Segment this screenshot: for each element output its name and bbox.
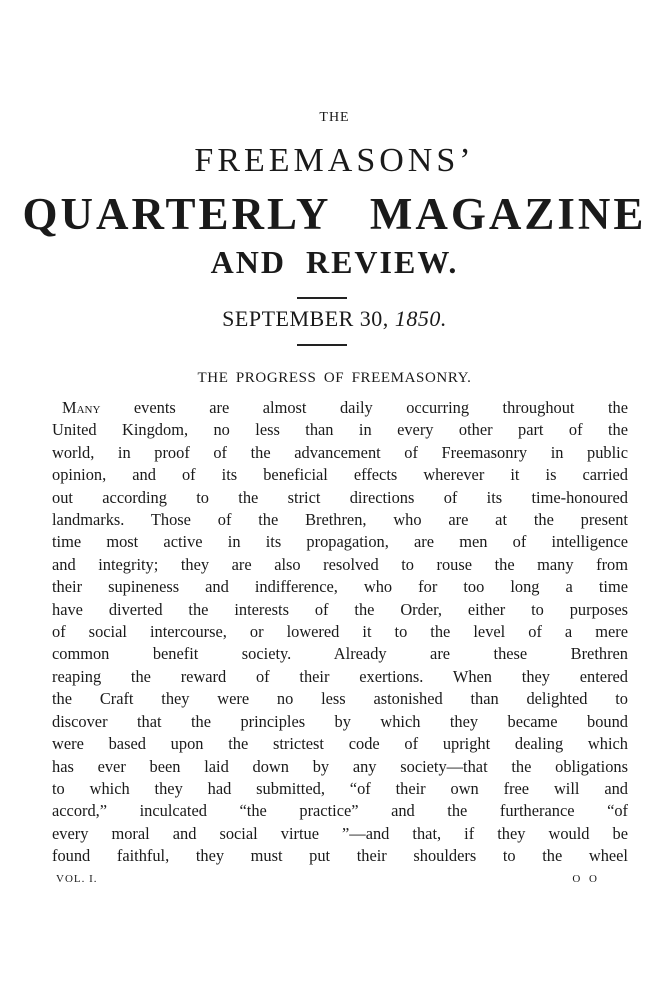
- article-line: accord,” inculcated “the practice” and the furtherance “of: [52, 801, 628, 821]
- article-line: reaping the reward of their exertions. When they entered: [52, 666, 628, 686]
- article-first-word: Many: [62, 398, 101, 417]
- article-line: the Craft they were no less astonished than delighted to: [52, 689, 628, 709]
- article-line-text: events are almost daily occurring throughout the: [133, 398, 628, 417]
- article-line: world, in proof of the advancement of Freemasonry in public: [52, 442, 628, 462]
- issue-date: [0, 306, 669, 332]
- article-line: time most active in its propagation, are men of intelligence: [52, 532, 628, 552]
- article-line: opinion, and of its beneficial effects wherever it is carried: [52, 465, 628, 485]
- volume-number: VOL. I.: [56, 873, 98, 885]
- article-body: [52, 397, 628, 868]
- article-line: [52, 397, 628, 419]
- article-line: their supineness and indifference, who for too long a time: [52, 577, 628, 597]
- article-line: of social intercourse, or lowered it to the level of a mere: [52, 622, 628, 642]
- article-line: out according to the strict directions of its time-honoured: [52, 487, 628, 507]
- masthead-the: THE: [319, 110, 350, 125]
- article-line: and integrity; they are also resolved to rouse the many from: [52, 554, 628, 574]
- article-line: landmarks. Those of the Brethren, who are at the present: [52, 510, 628, 530]
- article-line: United Kingdom, no less than in every other part of the: [52, 420, 628, 440]
- article-line: were based upon the strictest code of upright dealing which: [52, 734, 628, 754]
- date-rule-top: [297, 297, 347, 299]
- article-line: have diverted the interests of the Order, either to purposes: [52, 599, 628, 619]
- article-line: discover that the principles by which they became bound: [52, 711, 628, 731]
- masthead-quarterly-magazine: QUARTERLY MAGAZINE: [22, 189, 647, 239]
- issue-date-year: 1850.: [394, 306, 447, 331]
- article-line: found faithful, they must put their shoulders to the wheel: [52, 846, 628, 866]
- article-line: every moral and social virtue ”—and that, if they would be: [52, 823, 628, 843]
- signature-mark: O O: [572, 873, 600, 885]
- masthead-freemasons: FREEMASONS’: [194, 142, 475, 179]
- date-rule-bottom: [297, 344, 347, 346]
- issue-date-main: SEPTEMBER 30,: [222, 306, 389, 331]
- article-line: to which they had submitted, “of their own free will and: [52, 778, 628, 798]
- article-line: common benefit society. Already are these Brethren: [52, 644, 628, 664]
- article-heading: THE PROGRESS OF FREEMASONRY.: [197, 370, 472, 386]
- article-line: has ever been laid down by any society—that the obligations: [52, 756, 628, 776]
- masthead-and-review: AND REVIEW.: [210, 244, 459, 280]
